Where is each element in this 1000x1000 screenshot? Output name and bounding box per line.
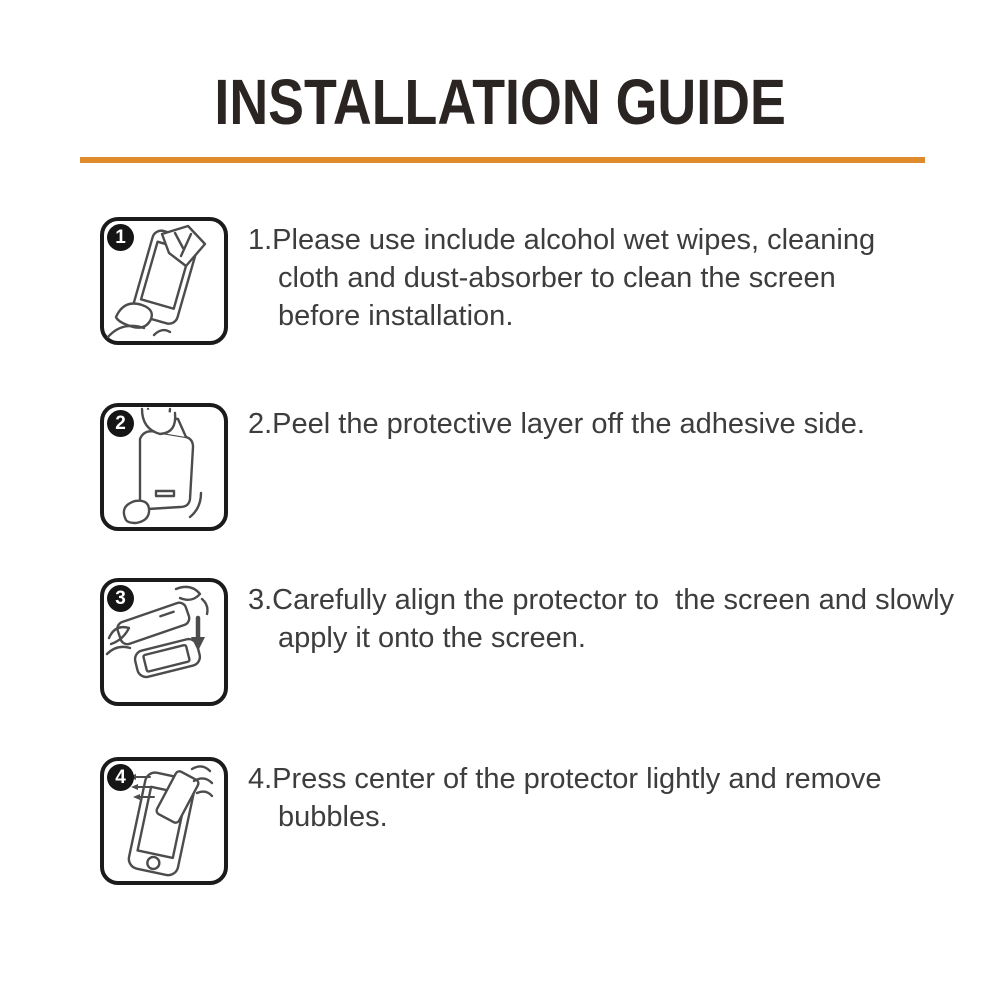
step-3-number-badge: 3 xyxy=(107,585,134,612)
step-1-line-3: before installation. xyxy=(278,300,514,332)
step-2-number-badge: 2 xyxy=(107,410,134,437)
step-4-illustration-box xyxy=(100,757,228,885)
page-title: INSTALLATION GUIDE xyxy=(214,66,786,138)
step-2-line-1: 2.Peel the protective layer off the adhesive side. xyxy=(248,408,865,440)
step-3-line-1: 3.Carefully align the protector to the screen and slowly xyxy=(248,584,955,616)
step-1-line-1: 1.Please use include alcohol wet wipes, cleaning xyxy=(248,224,876,256)
step-4-text xyxy=(248,760,948,836)
step-3-illustration-box xyxy=(100,578,228,706)
step-1-number-badge: 1 xyxy=(107,224,134,251)
step-1-illustration-box xyxy=(100,217,228,345)
step-4-line-1: 4.Press center of the protector lightly and remove xyxy=(248,763,882,795)
page-title-wrap xyxy=(0,66,1000,138)
step-3-text xyxy=(248,581,955,657)
step-2-text xyxy=(248,405,948,443)
accent-divider-rule xyxy=(80,157,925,163)
step-3-line-2: apply it onto the screen. xyxy=(278,622,586,654)
step-1-text xyxy=(248,221,948,335)
step-4-number-badge: 4 xyxy=(107,764,134,791)
step-2-illustration-box xyxy=(100,403,228,531)
step-1-line-2: cloth and dust-absorber to clean the screen xyxy=(278,262,836,294)
step-4-line-2: bubbles. xyxy=(278,801,388,833)
